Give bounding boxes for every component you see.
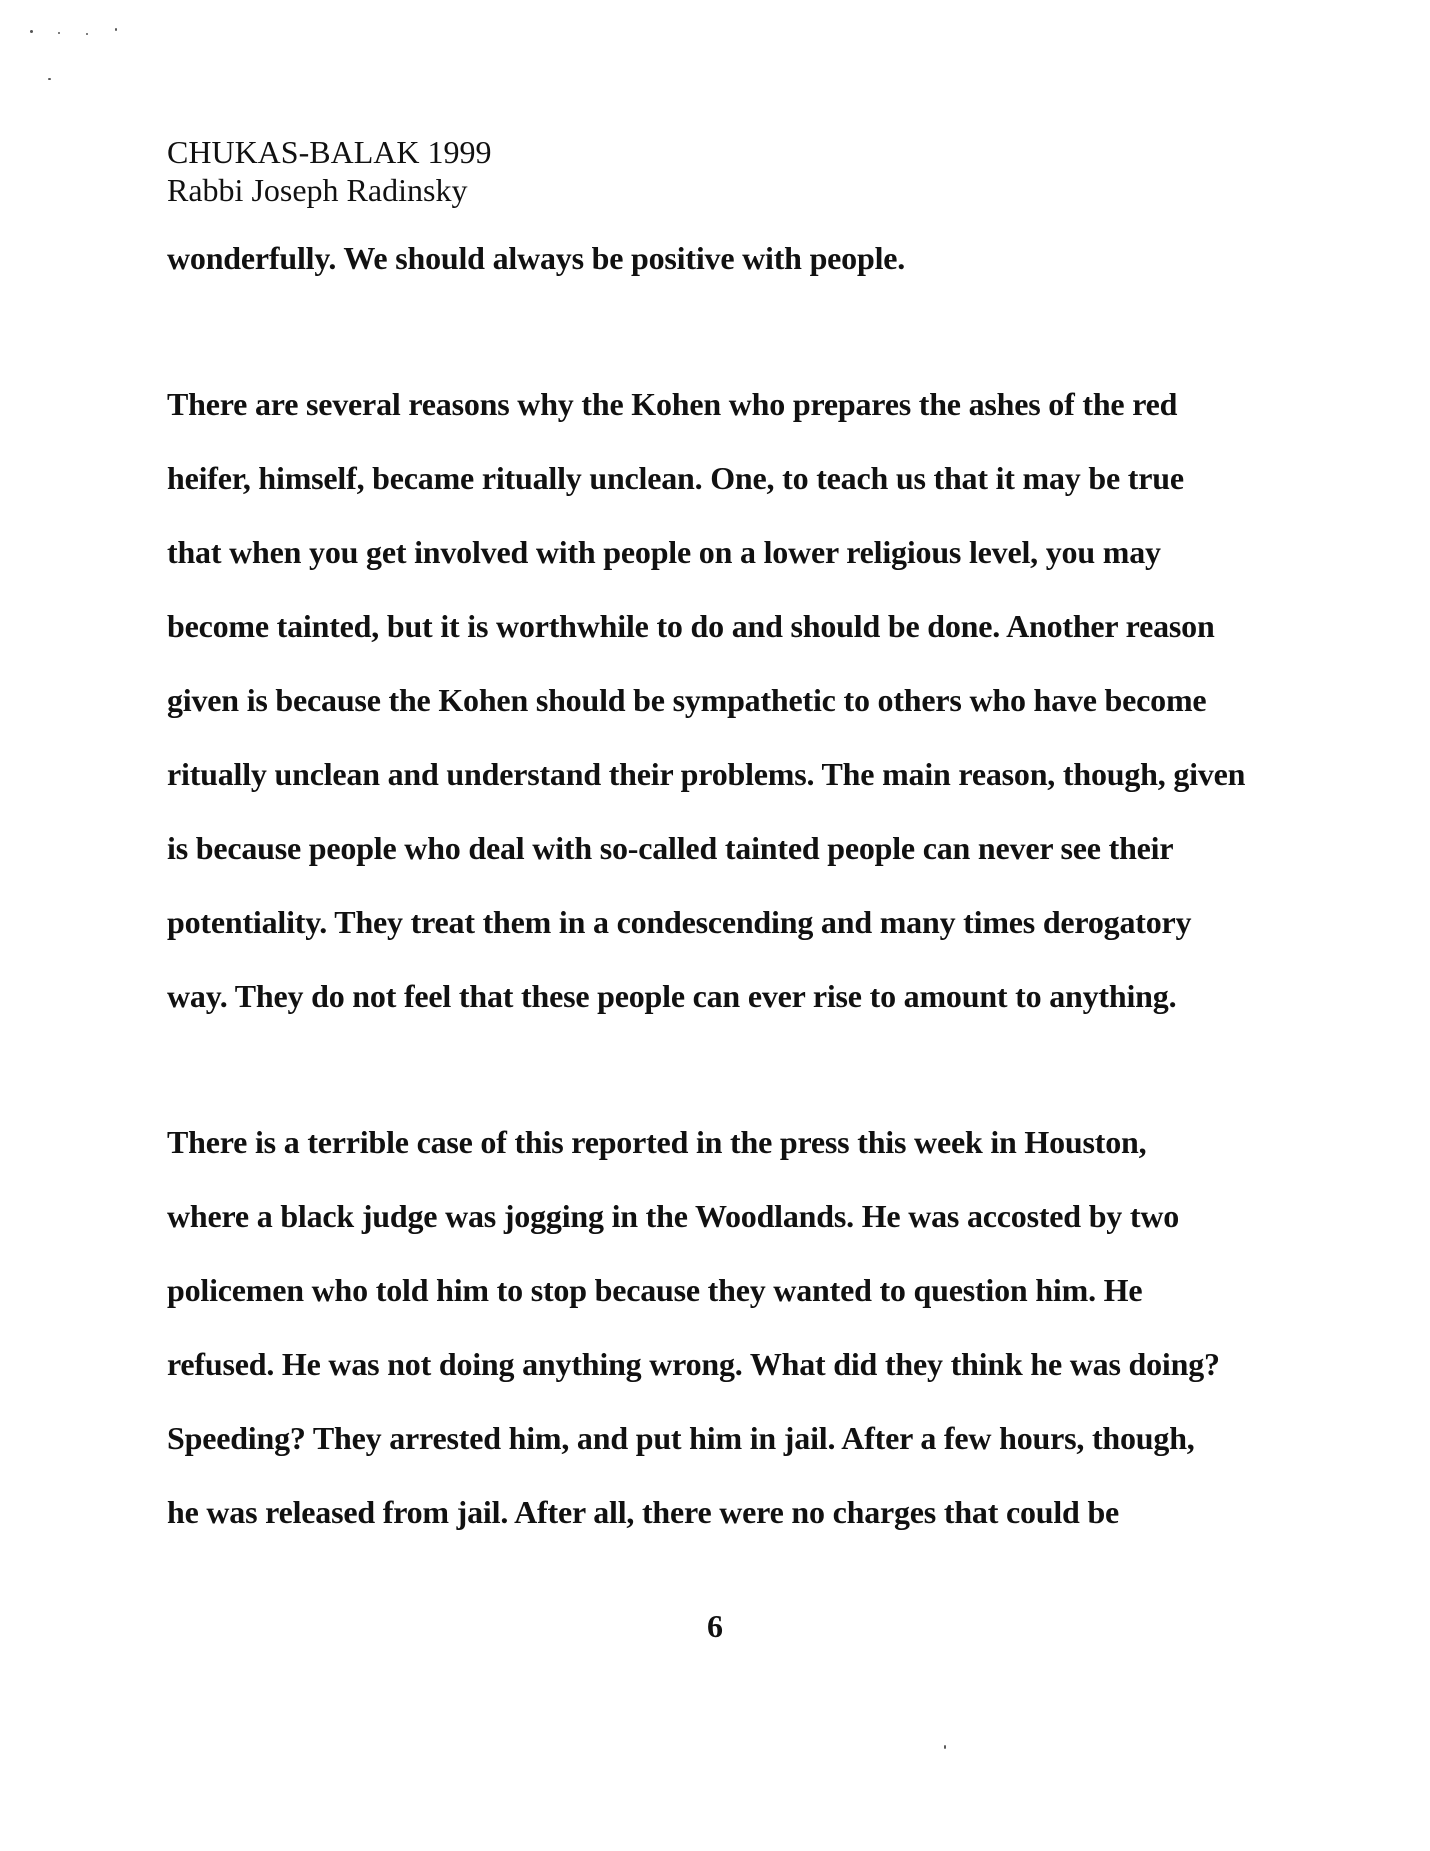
text-line: potentiality. They treat them in a condescending and many times derogatory [167, 904, 1192, 940]
scan-speck [115, 28, 117, 31]
scan-speck [86, 33, 88, 35]
text-line: There are several reasons why the Kohen who prepares the ashes of the red [167, 386, 1178, 422]
text-line: he was released from jail. After all, there were no charges that could be [167, 1494, 1120, 1530]
scan-speck [30, 30, 33, 33]
scan-speck [48, 78, 51, 80]
scan-speck [58, 32, 60, 34]
text-line: given is because the Kohen should be sympathetic to others who have become [167, 682, 1207, 718]
text-line: become tainted, but it is worthwhile to do and should be done. Another reason [167, 608, 1215, 644]
document-author: Rabbi Joseph Radinsky [167, 172, 468, 208]
text-line: refused. He was not doing anything wrong. What did they think he was doing? [167, 1346, 1220, 1382]
text-line: is because people who deal with so-called tainted people can never see their [167, 830, 1174, 866]
text-line: policemen who told him to stop because they wanted to question him. He [167, 1272, 1143, 1308]
text-line: ritually unclean and understand their problems. The main reason, though, given [167, 756, 1246, 792]
text-line: way. They do not feel that these people can ever rise to amount to anything. [167, 978, 1177, 1014]
text-line: that when you get involved with people on a lower religious level, you may [167, 534, 1161, 570]
text-line: where a black judge was jogging in the Woodlands. He was accosted by two [167, 1198, 1180, 1234]
page-number: 6 [707, 1608, 723, 1644]
document-header [167, 133, 491, 209]
text-line: There is a terrible case of this reported in the press this week in Houston, [167, 1124, 1147, 1160]
text-line: heifer, himself, became ritually unclean. One, to teach us that it may be true [167, 460, 1184, 496]
text-line: wonderfully. We should always be positive with people. [167, 240, 906, 276]
document-title: CHUKAS-BALAK 1999 [167, 134, 492, 170]
text-line: Speeding? They arrested him, and put him in jail. After a few hours, though, [167, 1420, 1195, 1456]
scan-speck [944, 1745, 946, 1749]
